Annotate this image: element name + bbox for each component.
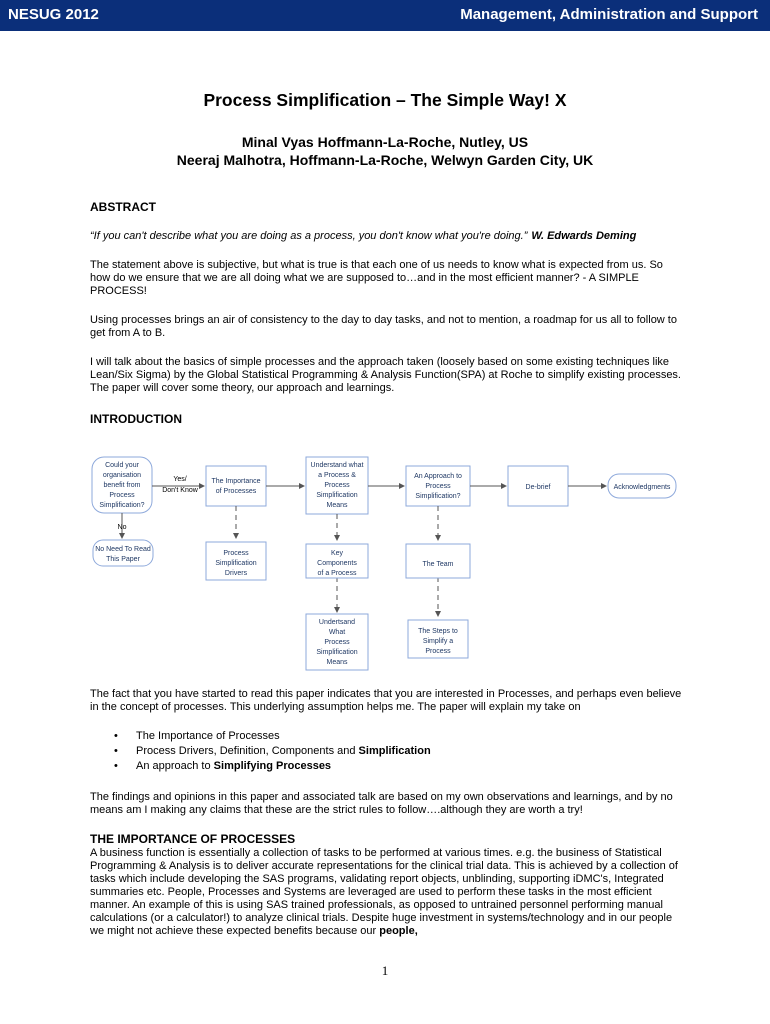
no-need-text-1: No Need To Read xyxy=(95,546,151,553)
quote-author: W. Edwards Deming xyxy=(531,230,637,242)
svg-text:Don't Know: Don't Know xyxy=(162,487,198,494)
introduction-heading: INTRODUCTION xyxy=(90,412,182,426)
understand-text-4: Simplification xyxy=(316,492,358,499)
paragraph-text: The findings and opinions in this paper and associated talk are based on my own observations and learnings, and by no means am I making any claims that these are the strict rules to follow….although they are worth a try! xyxy=(90,791,673,816)
key-text-1: Key xyxy=(330,550,344,557)
header-bar xyxy=(0,0,770,31)
quote-text: “If you can't describe what you are doing as a process, you don't know what you're doing.” xyxy=(90,230,528,242)
intro-bullet-list xyxy=(90,729,686,774)
approach-text-3: Simplification? xyxy=(415,493,461,500)
understand-text-5: Means xyxy=(326,502,348,509)
bullet-item: • Process Drivers, Definition, Components and Simplification xyxy=(90,744,686,759)
paragraph-text: Using processes brings an air of consistency to the day to day tasks, and not to mention, a roadmap for us all to follow to get from A to B. xyxy=(90,314,677,339)
paragraph-bold: people, xyxy=(379,925,418,937)
steps-text-3: Process xyxy=(425,648,451,655)
key-text-3: of a Process xyxy=(317,570,357,577)
abstract-heading: ABSTRACT xyxy=(90,200,156,214)
svg-text:benefit from: benefit from xyxy=(103,482,141,489)
bullet-item: • The Importance of Processes xyxy=(90,729,686,744)
drivers-text-2: Simplification xyxy=(215,560,257,567)
yes-label xyxy=(162,476,199,494)
bullet-item: • An approach to Simplifying Processes xyxy=(90,759,686,774)
importance-heading: THE IMPORTANCE OF PROCESSES xyxy=(90,832,296,846)
approach-text-2: Process xyxy=(425,483,451,490)
paragraph-text: The statement above is subjective, but what is true is that each one of us needs to know what is expected from us. So how do we ensure that we are all doing what we are supposed to…and in the most efficient manner? - A SIMPLE PROCESS! xyxy=(90,259,663,297)
paragraph-text: A business function is essentially a collection of tasks to be performed at various times. e.g. the business of Statistical Programming & Analysis is to deliver accurate representations for the clinical trial data. This is achieved by a collection of tasks which include developing the SAS programs, validating report objects, unblinding, supporting iDMC's, Integrated summaries etc. People, Processes and Systems are leveraged are used to perform these tasks in the most efficient manner. An example of this is using SAS trained professionals, as opposed to untrained personnel performing manual calculations (or a calculator!) to analyze clinical trials. Despite huge investment in systems/technology and in our people we might not achieve these expected benefits because our xyxy=(90,847,678,937)
svg-text:Could your: Could your xyxy=(105,462,139,469)
approach-text-1: An Approach to xyxy=(414,473,462,480)
no-need-text-2: This Paper xyxy=(106,556,140,563)
svg-text:Process: Process xyxy=(109,492,135,499)
abstract-quote xyxy=(90,230,686,243)
intro-paragraph-1 xyxy=(90,688,686,714)
understand2-text-2: What xyxy=(328,629,346,636)
no-label: No xyxy=(117,524,127,531)
importance-paragraph xyxy=(90,847,686,938)
understand2-text-1: Undertsand xyxy=(318,619,356,626)
steps-text-2: Simplify a xyxy=(422,638,454,645)
team-text: The Team xyxy=(422,561,454,568)
svg-text:organisation: organisation xyxy=(102,472,142,479)
paper-title: Process Simplification – The Simple Way! X xyxy=(203,90,567,110)
acknowledgments-text: Acknowledgments xyxy=(613,484,671,491)
conference-name: NESUG 2012 xyxy=(8,6,99,23)
author-2: Neeraj Malhotra, Hoffmann-La-Roche, Welwyn Garden City, UK xyxy=(176,152,594,168)
process-flow-diagram xyxy=(88,452,688,672)
abstract-paragraph-2 xyxy=(90,314,686,340)
section-name: Management, Administration and Support xyxy=(460,6,758,23)
understand2-text-4: Simplification xyxy=(316,649,358,656)
drivers-text-1: Process xyxy=(223,550,249,557)
importance-text-1: The Importance xyxy=(211,478,261,485)
svg-text:Simplification?: Simplification? xyxy=(99,502,145,509)
intro-paragraph-2 xyxy=(90,791,686,817)
importance-box xyxy=(206,466,266,506)
svg-text:Yes/: Yes/ xyxy=(173,476,187,483)
understand2-text-3: Process xyxy=(324,639,350,646)
key-text-2: Components xyxy=(317,560,357,567)
abstract-paragraph-3 xyxy=(90,356,686,395)
paragraph-text: I will talk about the basics of simple processes and the approach taken (loosely based on some existing techniques like Lean/Six Sigma) by the Global Statistical Programming & Analysis Function(SPA) at Roche to simplify existing processes. The paper will cover some theory, our approach and learnings. xyxy=(90,356,681,394)
importance-text-2: of Processes xyxy=(215,488,257,495)
understand-text-1: Understand what xyxy=(310,462,364,469)
page-number: 1 xyxy=(381,963,389,978)
understand-text-3: Process xyxy=(324,482,350,489)
drivers-text-3: Drivers xyxy=(224,570,248,577)
paragraph-text: The fact that you have started to read this paper indicates that you are interested in Processes, and perhaps even believe in the concept of processes. This underlying assumption helps me. The paper will explain my take on xyxy=(90,688,682,713)
understand2-text-5: Means xyxy=(326,659,348,666)
author-1: Minal Vyas Hoffmann-La-Roche, Nutley, US xyxy=(241,134,529,150)
understand-text-2: a Process & xyxy=(318,472,356,479)
abstract-paragraph-1 xyxy=(90,259,686,298)
steps-text-1: The Steps to xyxy=(418,628,458,635)
debrief-text: De-brief xyxy=(525,484,551,491)
